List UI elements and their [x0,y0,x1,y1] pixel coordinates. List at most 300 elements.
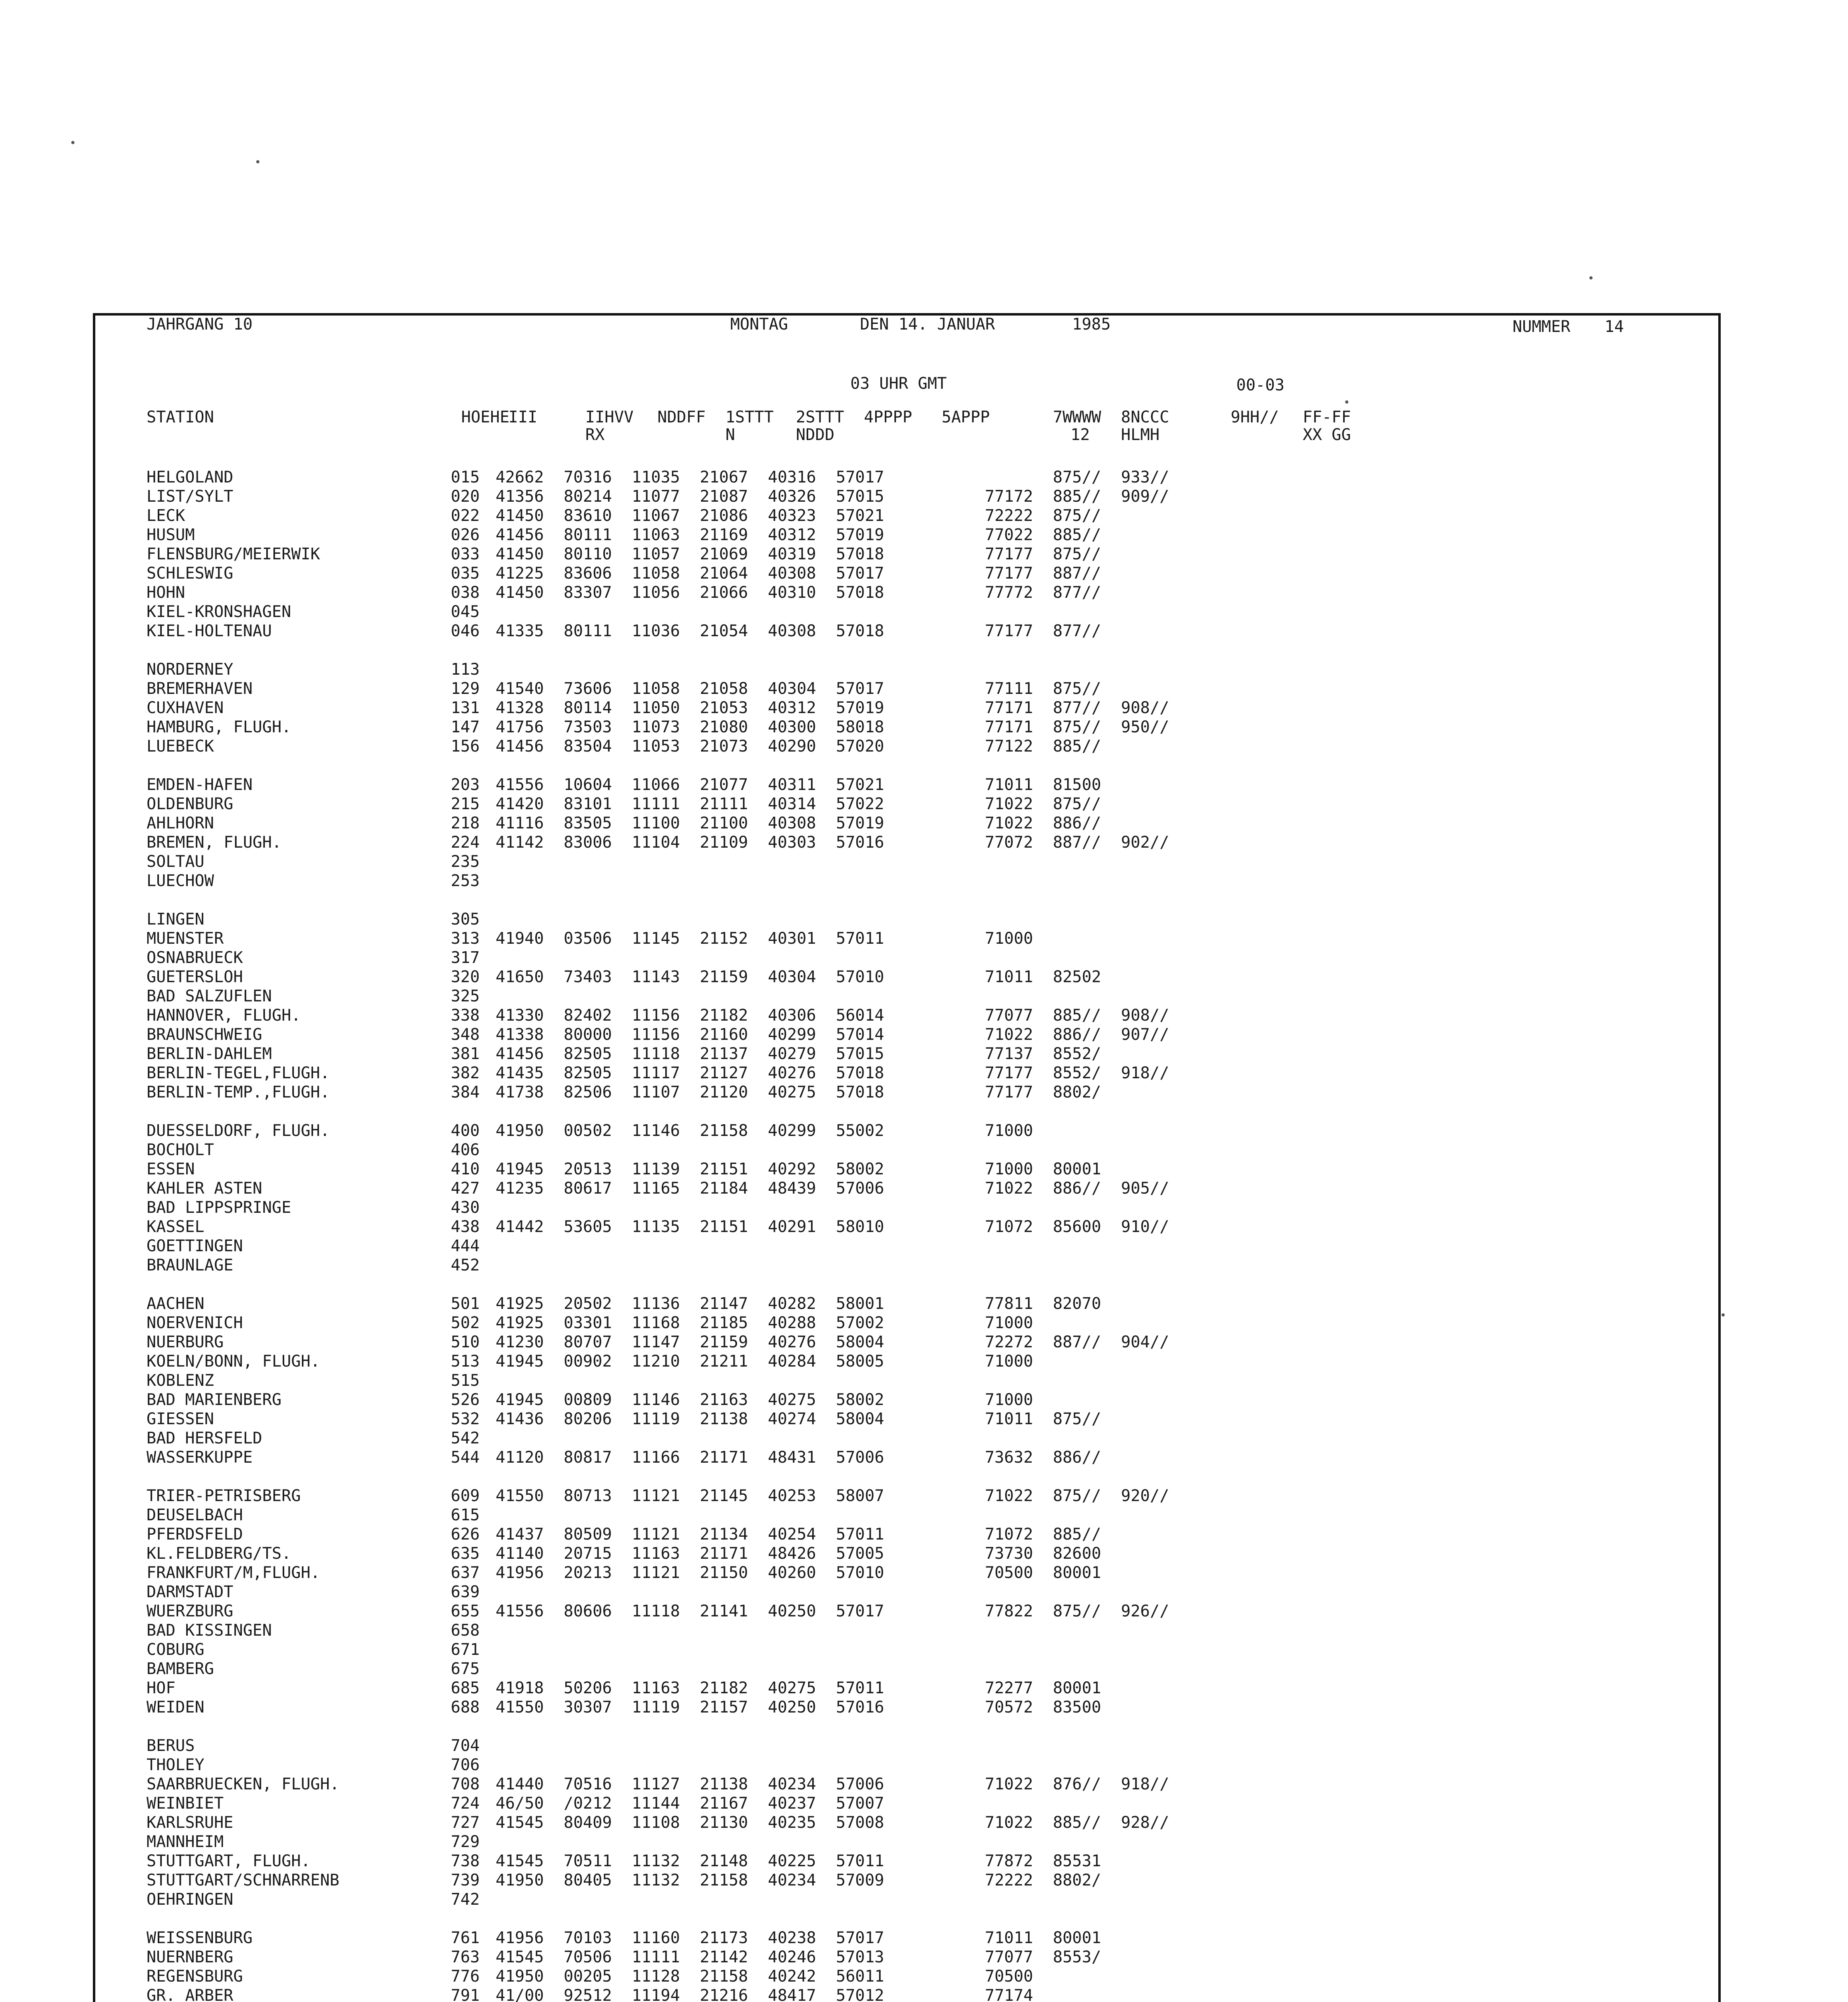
cell-nddff: 50206 [564,1679,612,1697]
cell-8nccc: 875// [1053,507,1101,525]
cell-iihvv: 41335 [496,622,544,640]
cell-1sttt: 11067 [632,507,680,525]
cell-nddff: 80405 [564,1871,612,1889]
cell-2sttt: 21216 [700,1986,748,2002]
cell-5appp: 57016 [836,1698,884,1717]
cell-station: WEINBIET [147,1794,224,1813]
cell-station: DEUSELBACH [147,1506,243,1524]
cell-iihvv: 41550 [496,1487,544,1505]
cell-1sttt: 11160 [632,1929,680,1947]
cell-iii: 729 [451,1833,480,1851]
observation-time: 03 UHR GMT [850,374,947,393]
cell-iihvv: 41235 [496,1179,544,1198]
cell-station: STUTTGART, FLUGH. [147,1852,311,1870]
cell-station: BAD MARIENBERG [147,1391,282,1409]
cell-station: HUSUM [147,526,195,544]
cell-1sttt: 11063 [632,526,680,544]
cell-station: STUTTGART/SCHNARRENB [147,1871,339,1889]
cell-8nccc: 885// [1053,1006,1101,1025]
cell-nddff: 20213 [564,1564,612,1582]
cell-iihvv: 41456 [496,1045,544,1063]
cell-nddff: 82505 [564,1064,612,1082]
cell-iihvv: 41738 [496,1083,544,1102]
cell-iihvv: 41956 [496,1929,544,1947]
cell-2sttt: 21130 [700,1813,748,1832]
cell-iii: 406 [451,1141,480,1159]
cell-4pppp: 40235 [768,1813,816,1832]
cell-iii: 639 [451,1583,480,1601]
cell-iihvv: 41545 [496,1852,544,1870]
cell-5appp: 57006 [836,1775,884,1793]
cell-station: BREMERHAVEN [147,679,253,698]
cell-4pppp: 40275 [768,1679,816,1697]
cell-1sttt: 11163 [632,1679,680,1697]
cell-2sttt: 21151 [700,1160,748,1178]
cell-iii: 727 [451,1813,480,1832]
cell-station: NORDERNEY [147,660,233,679]
cell-5appp: 57014 [836,1025,884,1044]
cell-8nccc: 885// [1053,487,1101,506]
cell-9hh: 918// [1121,1775,1169,1793]
cell-4pppp: 40274 [768,1410,816,1428]
cell-station: BERUS [147,1737,195,1755]
cell-1sttt: 11121 [632,1525,680,1544]
cell-iii: 131 [451,699,480,717]
cell-2sttt: 21138 [700,1410,748,1428]
cell-iii: 427 [451,1179,480,1198]
cell-5appp: 58004 [836,1410,884,1428]
cell-nddff: 82506 [564,1083,612,1102]
cell-iihvv: 41442 [496,1218,544,1236]
cell-8nccc: 875// [1053,468,1101,486]
cell-2sttt: 21134 [700,1525,748,1544]
cell-iii: 510 [451,1333,480,1351]
cell-4pppp: 40312 [768,699,816,717]
cell-4pppp: 40276 [768,1333,816,1351]
cell-nddff: 53605 [564,1218,612,1236]
cell-iii: 502 [451,1314,480,1332]
cell-2sttt: 21141 [700,1602,748,1620]
cell-station: BERLIN-TEGEL,FLUGH. [147,1064,330,1082]
cell-7wwww: 71022 [985,1775,1033,1793]
cell-2sttt: 21137 [700,1045,748,1063]
cell-7wwww: 71011 [985,968,1033,986]
cell-station: GOETTINGEN [147,1237,243,1255]
cell-1sttt: 11145 [632,929,680,948]
cell-5appp: 58004 [836,1333,884,1351]
cell-2sttt: 21058 [700,679,748,698]
cell-5appp: 57011 [836,1679,884,1697]
cell-2sttt: 21073 [700,737,748,756]
cell-5appp: 57011 [836,1852,884,1870]
cell-4pppp: 40250 [768,1698,816,1717]
cell-5appp: 57022 [836,795,884,813]
cell-8nccc: 875// [1053,1487,1101,1505]
cell-iii: 532 [451,1410,480,1428]
cell-2sttt: 21142 [700,1948,748,1966]
cell-1sttt: 11146 [632,1122,680,1140]
cell-iii: 038 [451,583,480,602]
cell-iii: 046 [451,622,480,640]
cell-1sttt: 11128 [632,1967,680,1986]
cell-1sttt: 11053 [632,737,680,756]
cell-4pppp: 40312 [768,526,816,544]
cell-9hh: 908// [1121,699,1169,717]
cell-4pppp: 40238 [768,1929,816,1947]
cell-iihvv: 41450 [496,507,544,525]
cell-iii: 235 [451,852,480,871]
cell-iii: 317 [451,949,480,967]
cell-iii: 410 [451,1160,480,1178]
cell-iii: 724 [451,1794,480,1813]
cell-iihvv: 41/00 [496,1986,544,2002]
cell-2sttt: 21157 [700,1698,748,1717]
scan-speck [1589,276,1593,279]
cell-iii: 381 [451,1045,480,1063]
cell-iii: 671 [451,1640,480,1659]
cell-nddff: 20715 [564,1544,612,1563]
cell-station: DARMSTADT [147,1583,233,1601]
cell-iii: 253 [451,872,480,890]
cell-2sttt: 21067 [700,468,748,486]
cell-station: LIST/SYLT [147,487,233,506]
cell-7wwww: 77177 [985,545,1033,563]
cell-4pppp: 40326 [768,487,816,506]
cell-station: BRAUNLAGE [147,1256,233,1274]
cell-2sttt: 21145 [700,1487,748,1505]
cell-2sttt: 21151 [700,1218,748,1236]
cell-iii: 218 [451,814,480,832]
cell-7wwww: 71000 [985,1160,1033,1178]
cell-station: KIEL-HOLTENAU [147,622,272,640]
cell-5appp: 58005 [836,1352,884,1371]
cell-9hh: 904// [1121,1333,1169,1351]
cell-8nccc: 80001 [1053,1160,1101,1178]
cell-2sttt: 21077 [700,776,748,794]
cell-nddff: /0212 [564,1794,612,1813]
cell-station: BERLIN-TEMP.,FLUGH. [147,1083,330,1102]
cell-9hh: 909// [1121,487,1169,506]
cell-iii: 655 [451,1602,480,1620]
cell-iihvv: 42662 [496,468,544,486]
cell-2sttt: 21148 [700,1852,748,1870]
cell-5appp: 57013 [836,1948,884,1966]
cell-7wwww: 77174 [985,1986,1033,2002]
cell-2sttt: 21182 [700,1006,748,1025]
cell-iihvv: 41556 [496,1602,544,1620]
cell-station: GUETERSLOH [147,968,243,986]
report-date: DEN 14. JANUAR [860,315,995,334]
cell-1sttt: 11132 [632,1871,680,1889]
cell-1sttt: 11132 [632,1852,680,1870]
cell-station: BOCHOLT [147,1141,214,1159]
cell-7wwww: 73632 [985,1448,1033,1467]
cell-5appp: 57018 [836,1083,884,1102]
cell-2sttt: 21211 [700,1352,748,1371]
cell-5appp: 55002 [836,1122,884,1140]
column-header: 2STTT [796,408,844,426]
cell-4pppp: 40316 [768,468,816,486]
cell-iihvv: 41142 [496,833,544,852]
cell-5appp: 57010 [836,968,884,986]
cell-iihvv: 41556 [496,776,544,794]
column-header: HLMH [1121,426,1160,444]
cell-station: LINGEN [147,910,205,929]
cell-8nccc: 875// [1053,718,1101,736]
column-header: HOEHE [461,408,510,426]
cell-station: WEISSENBURG [147,1929,253,1947]
cell-station: ESSEN [147,1160,195,1178]
cell-1sttt: 11066 [632,776,680,794]
cell-station: GIESSEN [147,1410,214,1428]
cell-5appp: 57021 [836,776,884,794]
cell-7wwww: 71000 [985,1391,1033,1409]
cell-8nccc: 8552/ [1053,1064,1101,1082]
cell-iihvv: 41437 [496,1525,544,1544]
cell-station: OLDENBURG [147,795,233,813]
cell-station: BAMBERG [147,1660,214,1678]
cell-iii: 742 [451,1890,480,1909]
cell-iii: 526 [451,1391,480,1409]
cell-7wwww: 71000 [985,1122,1033,1140]
cell-nddff: 80713 [564,1487,612,1505]
cell-5appp: 57011 [836,929,884,948]
cell-8nccc: 80001 [1053,1679,1101,1697]
cell-station: EMDEN-HAFEN [147,776,253,794]
cell-iihvv: 41120 [496,1448,544,1467]
cell-5appp: 56014 [836,1006,884,1025]
cell-2sttt: 21185 [700,1314,748,1332]
cell-8nccc: 80001 [1053,1929,1101,1947]
cell-iii: 430 [451,1198,480,1217]
cell-iii: 224 [451,833,480,852]
cell-8nccc: 8552/ [1053,1045,1101,1063]
cell-nddff: 80617 [564,1179,612,1198]
cell-1sttt: 11127 [632,1775,680,1793]
cell-9hh: 950// [1121,718,1169,736]
cell-station: BRAUNSCHWEIG [147,1025,262,1044]
cell-nddff: 83006 [564,833,612,852]
cell-nddff: 70103 [564,1929,612,1947]
cell-station: NOERVENICH [147,1314,243,1332]
cell-5appp: 57018 [836,545,884,563]
cell-station: TRIER-PETRISBERG [147,1487,301,1505]
cell-iii: 305 [451,910,480,929]
column-header: 12 [1071,426,1090,444]
cell-iii: 203 [451,776,480,794]
cell-5appp: 58007 [836,1487,884,1505]
cell-iii: 338 [451,1006,480,1025]
cell-iii: 384 [451,1083,480,1102]
cell-7wwww: 71022 [985,1813,1033,1832]
cell-2sttt: 21100 [700,814,748,832]
cell-nddff: 73606 [564,679,612,698]
scan-speck [256,160,259,163]
cell-iii: 129 [451,679,480,698]
cell-iii: 544 [451,1448,480,1467]
cell-5appp: 57010 [836,1564,884,1582]
cell-iihvv: 41950 [496,1871,544,1889]
cell-1sttt: 11050 [632,699,680,717]
cell-9hh: 910// [1121,1218,1169,1236]
cell-iihvv: 46/50 [496,1794,544,1813]
cell-nddff: 83610 [564,507,612,525]
cell-5appp: 58002 [836,1391,884,1409]
cell-9hh: 928// [1121,1813,1169,1832]
cell-7wwww: 73730 [985,1544,1033,1563]
cell-7wwww: 77772 [985,583,1033,602]
cell-8nccc: 82070 [1053,1294,1101,1313]
cell-8nccc: 80001 [1053,1564,1101,1582]
cell-1sttt: 11117 [632,1064,680,1082]
column-header: 8NCCC [1121,408,1169,426]
cell-5appp: 58010 [836,1218,884,1236]
cell-5appp: 57005 [836,1544,884,1563]
cell-2sttt: 21169 [700,526,748,544]
cell-5appp: 57019 [836,526,884,544]
cell-1sttt: 11143 [632,968,680,986]
cell-1sttt: 11108 [632,1813,680,1832]
cell-2sttt: 21160 [700,1025,748,1044]
cell-7wwww: 77022 [985,526,1033,544]
report-year: 1985 [1072,315,1111,334]
cell-station: REGENSBURG [147,1967,243,1986]
column-header: FF-FF [1303,408,1351,426]
cell-station: HAMBURG, FLUGH. [147,718,291,736]
cell-5appp: 57011 [836,1525,884,1544]
cell-8nccc: 887// [1053,833,1101,852]
cell-station: OEHRINGEN [147,1890,233,1909]
cell-nddff: 73503 [564,718,612,736]
cell-8nccc: 875// [1053,545,1101,563]
cell-2sttt: 21069 [700,545,748,563]
cell-2sttt: 21171 [700,1544,748,1563]
cell-7wwww: 71022 [985,1025,1033,1044]
cell-8nccc: 81500 [1053,776,1101,794]
cell-iihvv: 41356 [496,487,544,506]
cell-iihvv: 41550 [496,1698,544,1717]
cell-4pppp: 40253 [768,1487,816,1505]
cell-iii: 325 [451,987,480,1005]
cell-1sttt: 11111 [632,1948,680,1966]
weekday: MONTAG [730,315,788,334]
cell-4pppp: 40234 [768,1775,816,1793]
cell-station: KL.FELDBERG/TS. [147,1544,291,1563]
cell-7wwww: 71011 [985,1410,1033,1428]
cell-4pppp: 40323 [768,507,816,525]
cell-2sttt: 21163 [700,1391,748,1409]
cell-station: MANNHEIM [147,1833,224,1851]
cell-8nccc: 85600 [1053,1218,1101,1236]
cell-5appp: 57006 [836,1179,884,1198]
cell-station: LUECHOW [147,872,214,890]
cell-iihvv: 41956 [496,1564,544,1582]
cell-4pppp: 40303 [768,833,816,852]
cell-station: BAD HERSFELD [147,1429,262,1447]
cell-2sttt: 21087 [700,487,748,506]
cell-iihvv: 41420 [496,795,544,813]
cell-7wwww: 71011 [985,776,1033,794]
cell-4pppp: 40225 [768,1852,816,1870]
cell-iihvv: 41918 [496,1679,544,1697]
cell-7wwww: 77177 [985,1064,1033,1082]
cell-iihvv: 41440 [496,1775,544,1793]
cell-4pppp: 40276 [768,1064,816,1082]
cell-iihvv: 41116 [496,814,544,832]
cell-8nccc: 85531 [1053,1852,1101,1870]
cell-station: AHLHORN [147,814,214,832]
cell-iihvv: 41945 [496,1160,544,1178]
cell-1sttt: 11058 [632,564,680,583]
cell-4pppp: 40314 [768,795,816,813]
cell-nddff: 30307 [564,1698,612,1717]
cell-8nccc: 885// [1053,1813,1101,1832]
cell-4pppp: 40260 [768,1564,816,1582]
cell-iihvv: 41950 [496,1122,544,1140]
cell-7wwww: 71072 [985,1218,1033,1236]
cell-8nccc: 886// [1053,1179,1101,1198]
cell-1sttt: 11144 [632,1794,680,1813]
cell-iihvv: 41925 [496,1314,544,1332]
cell-7wwww: 71022 [985,814,1033,832]
cell-7wwww: 70572 [985,1698,1033,1717]
cell-nddff: 83504 [564,737,612,756]
cell-1sttt: 11104 [632,833,680,852]
cell-iihvv: 41925 [496,1294,544,1313]
issue-number: 14 [1605,318,1624,336]
cell-nddff: 83606 [564,564,612,583]
cell-nddff: 00205 [564,1967,612,1986]
cell-2sttt: 21182 [700,1679,748,1697]
cell-8nccc: 8802/ [1053,1083,1101,1102]
cell-7wwww: 77872 [985,1852,1033,1870]
cell-4pppp: 40242 [768,1967,816,1986]
cell-station: GR. ARBER [147,1986,233,2002]
cell-iihvv: 41435 [496,1064,544,1082]
cell-8nccc: 8802/ [1053,1871,1101,1889]
cell-4pppp: 40237 [768,1794,816,1813]
cell-iii: 156 [451,737,480,756]
cell-8nccc: 887// [1053,564,1101,583]
cell-4pppp: 40301 [768,929,816,948]
cell-station: WUERZBURG [147,1602,233,1620]
cell-nddff: 70316 [564,468,612,486]
cell-iii: 452 [451,1256,480,1274]
cell-7wwww: 77072 [985,833,1033,852]
cell-iii: 215 [451,795,480,813]
cell-iii: 400 [451,1122,480,1140]
cell-8nccc: 875// [1053,1602,1101,1620]
cell-iihvv: 41545 [496,1813,544,1832]
cell-iii: 438 [451,1218,480,1236]
cell-2sttt: 21080 [700,718,748,736]
cell-5appp: 57015 [836,487,884,506]
column-header: NDDD [796,426,835,444]
cell-iii: 026 [451,526,480,544]
cell-iii: 626 [451,1525,480,1544]
column-header: STATION [147,408,214,426]
cell-1sttt: 11073 [632,718,680,736]
column-header: 5APPP [942,408,990,426]
cell-station: OSNABRUECK [147,949,243,967]
cell-1sttt: 11057 [632,545,680,563]
cell-8nccc: 877// [1053,622,1101,640]
cell-1sttt: 11035 [632,468,680,486]
cell-4pppp: 40308 [768,622,816,640]
cell-nddff: 80817 [564,1448,612,1467]
cell-8nccc: 83500 [1053,1698,1101,1717]
cell-8nccc: 885// [1053,737,1101,756]
